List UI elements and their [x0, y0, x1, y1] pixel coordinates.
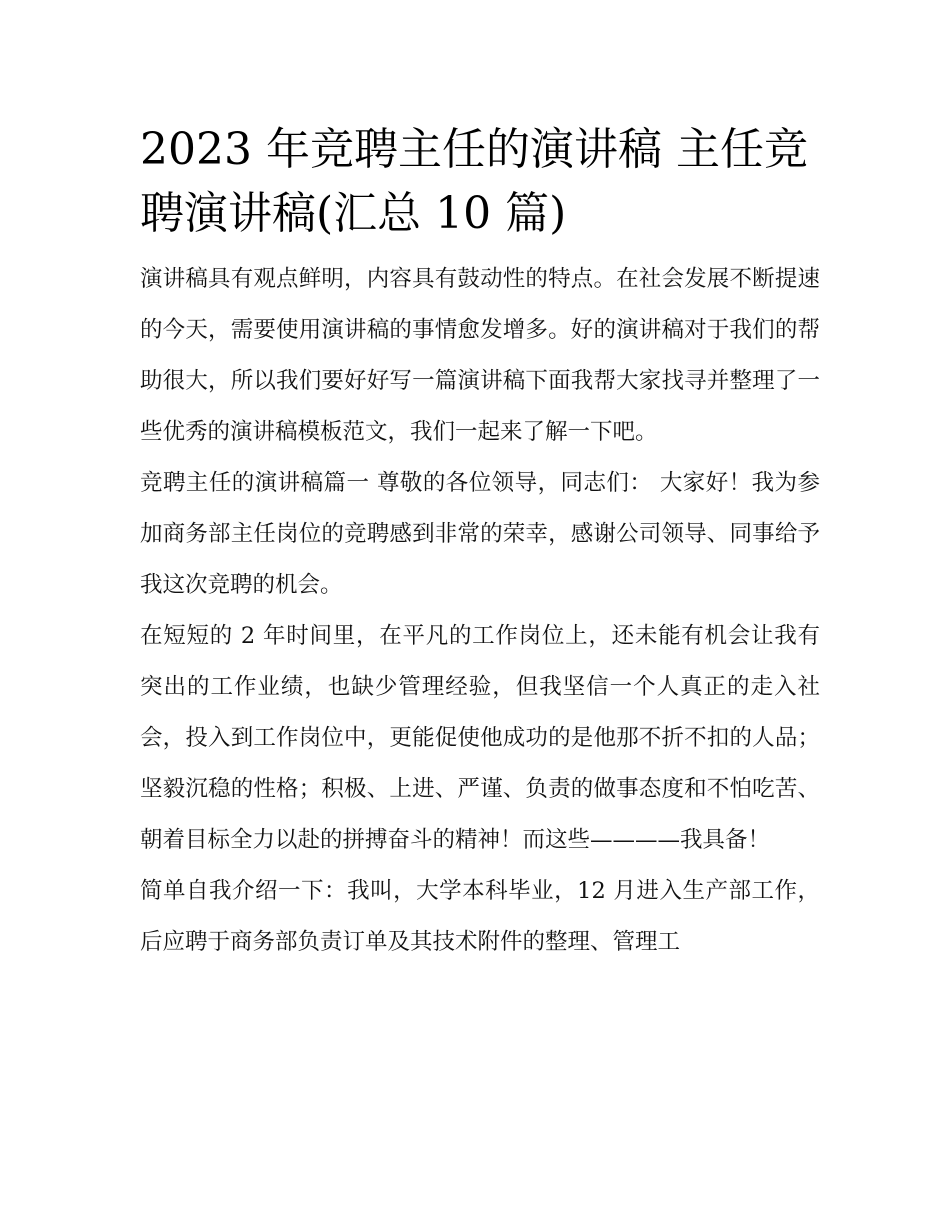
document-body	[140, 118, 820, 968]
paragraph-work-experience: 在短短的 2 年时间里，在平凡的工作岗位上，还未能有机会让我有突出的工作业绩，也缺少管理经验，但我坚信一个人真正的走入社会，投入到工作岗位中，更能促使他成功的是他那不折不扣的人品；坚毅沉稳的性格；积极、上进、严谨、负责的做事态度和不怕吃苦、朝着目标全力以赴的拼搏奋斗的精神！而这些————我具备！	[140, 623, 820, 853]
paragraph-self-introduction: 简单自我介绍一下：我叫，大学本科毕业，12 月进入生产部工作，后应聘于商务部负责订单及其技术附件的整理、管理工	[140, 878, 820, 955]
document-title: 2023 年竞聘主任的演讲稿 主任竞聘演讲稿(汇总 10 篇)	[140, 124, 808, 239]
paragraph-speech-opening: 竞聘主任的演讲稿篇一 尊敬的各位领导，同志们： 大家好！我为参加商务部主任岗位的竞聘感到非常的荣幸，感谢公司领导、同事给予我这次竞聘的机会。	[140, 470, 820, 598]
paragraph-intro: 演讲稿具有观点鲜明，内容具有鼓动性的特点。在社会发展不断提速的今天，需要使用演讲稿的事情愈发增多。好的演讲稿对于我们的帮助很大，所以我们要好好写一篇演讲稿下面我帮大家找寻并整理了一些优秀的演讲稿模板范文，我们一起来了解一下吧。	[140, 266, 820, 445]
